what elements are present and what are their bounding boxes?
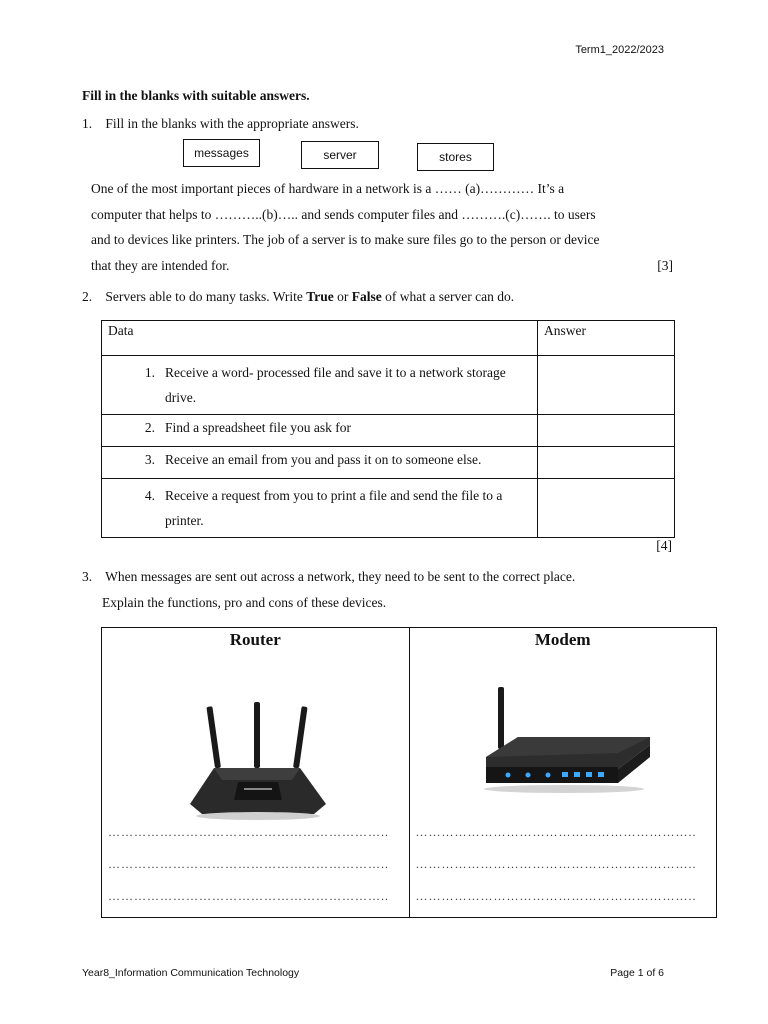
question-3-number: 3. bbox=[82, 569, 93, 584]
row-number: 1. bbox=[144, 365, 155, 380]
row-text: Find a spreadsheet file you ask for bbox=[165, 420, 351, 435]
header-answer: Answer bbox=[538, 321, 675, 356]
or-word: or bbox=[333, 289, 352, 304]
question-1-text: Fill in the blanks with the appropriate answers. bbox=[105, 116, 359, 131]
row-text: Receive a request from you to print a file and send the file to a printer. bbox=[165, 488, 503, 528]
answer-cell[interactable] bbox=[538, 356, 675, 415]
row-text: Receive a word- processed file and save it to a network storage drive. bbox=[165, 365, 506, 405]
modem-answer-line-1[interactable]: ……………………………………………………….. bbox=[415, 825, 697, 839]
question-3-line-1: When messages are sent out across a network, they need to be sent to the correct place. bbox=[105, 569, 576, 584]
instruction-heading: Fill in the blanks with suitable answers. bbox=[82, 88, 310, 103]
modem-column bbox=[409, 628, 717, 917]
router-answer-line-2[interactable]: ……………………………………………………….. bbox=[108, 857, 389, 871]
question-3-line-2: Explain the functions, pro and cons of these devices. bbox=[102, 595, 387, 610]
table-row bbox=[102, 356, 675, 415]
paragraph-line-2: computer that helps to ………..(b)….. and sends computer files and ……….(c)……. to users bbox=[91, 206, 596, 222]
question-3 bbox=[82, 569, 575, 585]
row-text: Receive an email from you and pass it on to someone else. bbox=[165, 452, 482, 467]
question-1-paragraph bbox=[91, 176, 673, 278]
router-answer-line-3[interactable]: ……………………………………………………….. bbox=[108, 889, 389, 903]
modem-image bbox=[478, 683, 658, 803]
question-2-text-after: of what a server can do. bbox=[381, 289, 515, 304]
row-number: 3. bbox=[144, 452, 155, 467]
word-box-stores: stores bbox=[417, 143, 494, 171]
footer-subject: Year8_Information Communication Technology bbox=[82, 967, 300, 979]
header-data: Data bbox=[102, 321, 538, 356]
word-box-messages: messages bbox=[183, 139, 260, 167]
server-tasks-table bbox=[101, 320, 675, 538]
paragraph-line-4 bbox=[91, 253, 673, 279]
router-image bbox=[182, 696, 332, 826]
row-number: 2. bbox=[144, 420, 155, 435]
true-word: True bbox=[306, 289, 334, 304]
question-2 bbox=[82, 289, 514, 305]
word-box-server: server bbox=[301, 141, 379, 169]
question-2-number: 2. bbox=[82, 289, 93, 304]
modem-title: Modem bbox=[534, 630, 591, 649]
paragraph-line-1: One of the most important pieces of hardware in a network is a …… (a)………… It’s a bbox=[91, 181, 565, 196]
table-row bbox=[102, 415, 675, 447]
answer-cell[interactable] bbox=[538, 447, 675, 479]
table-header-row bbox=[102, 321, 675, 356]
question-1-mark: [3] bbox=[657, 257, 673, 273]
table-row bbox=[102, 479, 675, 538]
modem-answer-line-2[interactable]: ……………………………………………………….. bbox=[415, 857, 697, 871]
question-2-mark: [4] bbox=[656, 538, 672, 553]
router-title: Router bbox=[229, 630, 281, 649]
paragraph-line-3: and to devices like printers. The job of a server is to make sure files go to the person or device bbox=[91, 232, 600, 247]
question-1-number: 1. bbox=[82, 116, 93, 131]
modem-answer-line-3[interactable]: ……………………………………………………….. bbox=[415, 889, 697, 903]
false-word: False bbox=[351, 289, 382, 304]
table-row bbox=[102, 447, 675, 479]
question-1 bbox=[82, 116, 359, 132]
router-column bbox=[102, 628, 409, 917]
answer-cell[interactable] bbox=[538, 479, 675, 538]
term-header: Term1_2022/2023 bbox=[575, 44, 664, 56]
paragraph-line-4-text: that they are intended for. bbox=[91, 257, 230, 273]
row-number: 4. bbox=[144, 488, 155, 503]
footer-page-number: Page 1 of 6 bbox=[610, 967, 664, 979]
devices-table bbox=[101, 627, 717, 918]
question-2-text-before: Servers able to do many tasks. Write bbox=[105, 289, 307, 304]
router-answer-line-1[interactable]: ……………………………………………………….. bbox=[108, 825, 389, 839]
answer-cell[interactable] bbox=[538, 415, 675, 447]
